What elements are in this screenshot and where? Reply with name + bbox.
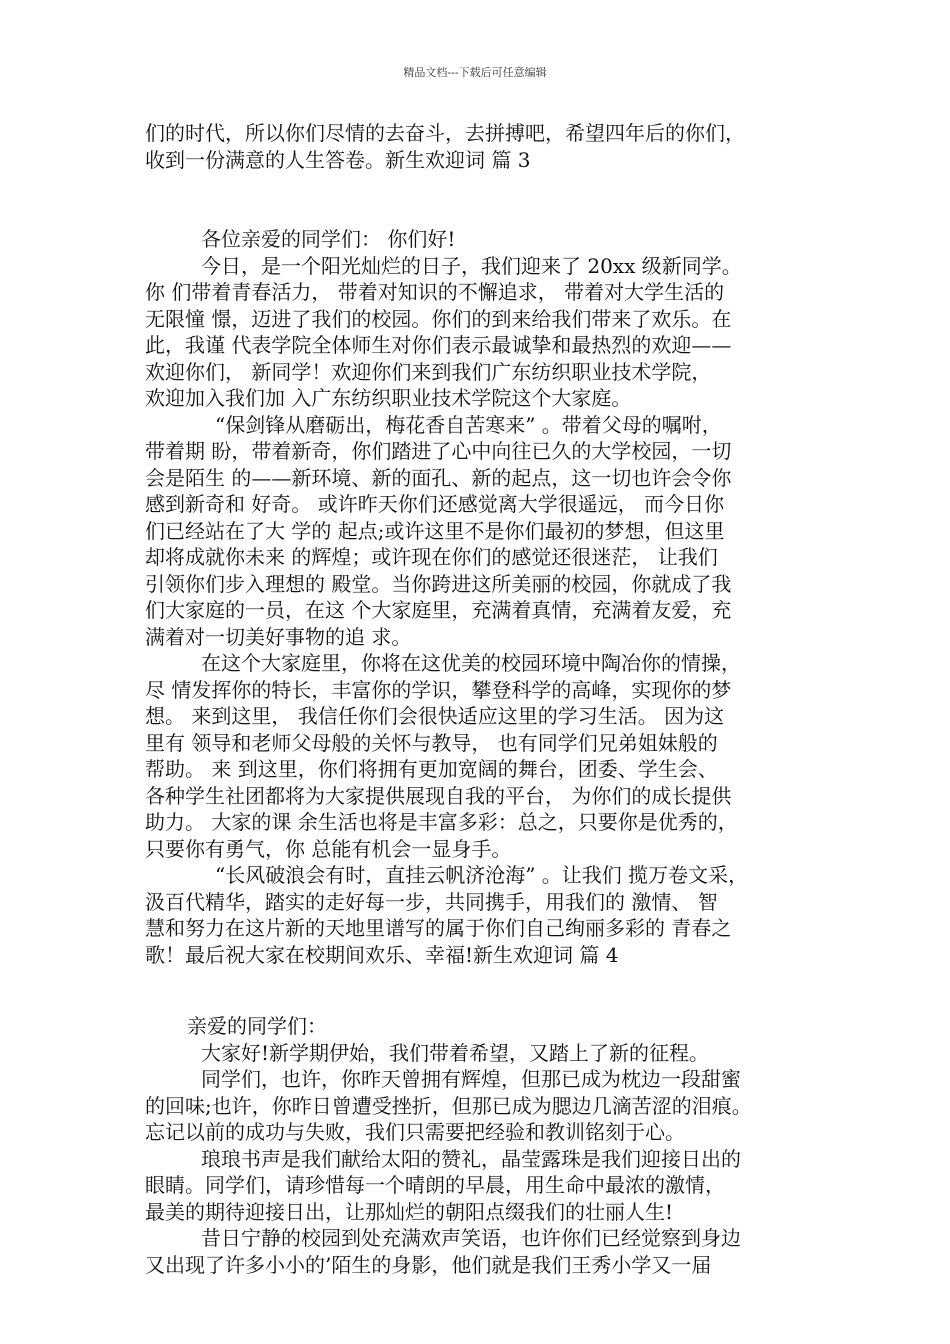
text-line: 收到一份满意的人生答卷。新生欢迎词 篇 3: [145, 147, 531, 172]
text-line: 又出现了许多小小的’陌生的身影，他们就是我们王秀小学又一届: [145, 1252, 712, 1277]
text-line: “保剑锋从磨砺出，梅花香自苦寒来” 。带着父母的嘱咐，: [215, 412, 722, 437]
greeting: 亲爱的同学们：: [187, 1014, 327, 1038]
text-line: 里有 领导和老师父母般的关怀与教导， 也有同学们兄弟姐妹般的: [145, 730, 718, 755]
text-line: 却将成就你未来 的辉煌；或许现在你们的感觉还很迷茫， 让我们: [145, 545, 718, 569]
text-line: 歌！最后祝大家在校期间欢乐、幸福!新生欢迎词 篇 4: [145, 942, 619, 967]
text-line: 忘记以前的成功与失败，我们只需要把经验和教训铭刻于心。: [145, 1120, 685, 1144]
text-line: 慧和努力在这片新的天地里谱写的属于你们自己绚丽多彩的 青春之: [145, 916, 732, 940]
text-line: 想。 来到这里， 我信任你们会很快适应这里的学习生活。 因为这: [145, 704, 725, 728]
document-body: [145, 120, 817, 1278]
page-header: 精品文档---下载后可任意编辑: [403, 66, 547, 79]
text-line: 助力。 大家的课 余生活也将是丰富多彩：总之，只要你是优秀的，: [145, 810, 738, 834]
text-line: 各种学生社团都将为大家提供展现自我的平台， 为你们的成长提供: [145, 783, 732, 808]
text-line: 会是陌生 的——新环境、新的面孔、新的起点，这一切也许会令你: [145, 465, 732, 490]
text-line: 帮助。 来 到这里，你们将拥有更加宽阔的舞台，团委、学生会、: [145, 757, 718, 781]
text-line: 感到新奇和 好奇。 或许昨天你们还感觉离大学很遥远， 而今日你: [145, 492, 725, 516]
greeting: 各位亲爱的同学们： 你们好!: [201, 227, 456, 251]
text-line: 们大家庭的一员，在这 个大家庭里，充满着真情，充满着友爱，充: [145, 598, 732, 622]
text-line: 欢迎你们， 新同学！欢迎你们来到我们广东纺织职业技术学院，: [145, 359, 712, 384]
text-line: 带着期 盼，带着新奇，你们踏进了心中向往已久的大学校园，一切: [145, 439, 732, 463]
text-line: 眼睛。同学们，请珍惜每一个晴朗的早晨，用生命中最浓的激情，: [145, 1173, 725, 1197]
text-line: “长风破浪会有时，直挂云帆济沧海” 。让我们 揽万卷文采，: [215, 863, 749, 887]
text-line: 你 们带着青春活力， 带着对知识的不懈追求， 带着对大学生活的: [145, 280, 725, 304]
spacer: [145, 968, 817, 1013]
text-line: 琅琅书声是我们献给太阳的赞礼，晶莹露珠是我们迎接日出的: [201, 1146, 741, 1171]
text-line: 大家好!新学期伊始，我们带着希望，又踏上了新的征程。: [201, 1040, 710, 1065]
text-line: 的回味;也许，你昨日曾遭受挫折，但那已成为腮边几滴苦涩的泪痕。: [145, 1093, 752, 1118]
text-line: 无限憧 憬，迈进了我们的校园。你们的到来给我们带来了欢乐。在: [145, 306, 732, 331]
text-line: 此，我谨 代表学院全体师生对你们表示最诚挚和最热烈的欢迎——: [145, 333, 732, 357]
text-line: 引领你们步入理想的 殿堂。当你跨进这所美丽的校园，你就成了我: [145, 571, 732, 596]
text-line: 只要你有勇气，你 总能有机会一显身手。: [145, 836, 512, 861]
text-line: 今日，是一个阳光灿烂的日子，我们迎来了 20xx 级新同学。: [201, 253, 742, 278]
text-line: 同学们，也许，你昨天曾拥有辉煌，但那已成为枕边一段甜蜜: [201, 1067, 741, 1091]
spacer: [145, 173, 817, 226]
text-line: 们的时代，所以你们尽情的去奋斗，去拼搏吧，希望四年后的你们，: [145, 121, 745, 145]
text-line: 满着对一切美好事物的追 求。: [145, 624, 412, 649]
text-line: 汲百代精华，踏实的走好每一步，共同携手，用我们的 激情、 智: [145, 889, 718, 914]
text-line: 欢迎加入我们加 入广东纺织职业技术学院这个大家庭。: [145, 386, 632, 410]
text-line: 昔日宁静的校园到处充满欢声笑语，也许你们已经觉察到身边: [201, 1226, 741, 1250]
text-line: 尽 情发挥你的特长，丰富你的学识，攀登科学的高峰，实现你的梦: [145, 677, 732, 702]
text-line: 最美的期待迎接日出，让那灿烂的朝阳点缀我们的壮丽人生!: [145, 1199, 674, 1224]
text-line: 们已经站在了大 学的 起点;或许这里不是你们最初的梦想，但这里: [145, 518, 725, 543]
text-line: 在这个大家庭里，你将在这优美的校园环境中陶冶你的情操，: [201, 651, 741, 675]
